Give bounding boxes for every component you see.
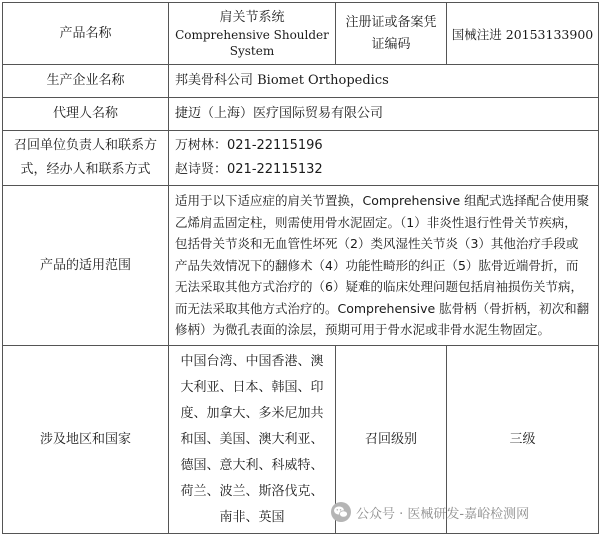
contact-person-2: 赵诗贤：021-22115132 [175, 162, 323, 177]
region-line: 荷兰、波兰、斯洛伐克、 [180, 483, 324, 499]
regions-value [169, 346, 336, 534]
contact-person-1: 万树林：021-22115196 [175, 138, 323, 153]
scope-line: 适用于以下适应症的肩关节置换，Comprehensive 组配式选择配合使用聚 [175, 193, 590, 209]
contact-value [169, 131, 599, 186]
product-name-value [169, 3, 336, 65]
region-line: 中国台湾、中国香港、澳 [180, 353, 324, 369]
region-line: 大利亚、日本、韩国、印 [180, 379, 324, 395]
scope-label: 产品的适用范围 [3, 186, 169, 346]
scope-row [3, 186, 599, 346]
wechat-icon [330, 501, 352, 523]
scope-line: 修柄）为微孔表面的涂层，预期可用于骨水泥或非骨水泥生物固定。 [175, 322, 551, 338]
watermark-text: 公众号 · 医械研发-嘉峪检测网 [356, 506, 530, 522]
scope-description [169, 186, 599, 346]
region-line: 德国、意大利、科威特、 [180, 457, 324, 473]
contact-row [3, 131, 599, 186]
wechat-watermark [330, 497, 596, 527]
recall-level-label: 召回级别 [336, 346, 447, 534]
recall-info-table [2, 2, 599, 534]
scope-line: 产品失效情况下的翻修术（4）功能性畸形的纠正（5）肱骨近端骨折，而 [175, 257, 579, 273]
manufacturer-row [3, 65, 599, 98]
product-name-row [3, 3, 599, 65]
region-line: 南非、英国 [219, 509, 285, 525]
region-line: 和国、美国、澳大利亚、 [180, 431, 324, 447]
registration-code-label: 注册证或备案凭证编码 [336, 3, 447, 65]
recall-level-value: 三级 [447, 346, 599, 534]
registration-code-value: 国械注进 20153133900 [447, 3, 599, 65]
scope-line: 乙烯肩盂固定柱，则需使用骨水泥固定。（1）非炎性退行性骨关节疾病， [175, 214, 577, 230]
manufacturer-value: 邦美骨科公司 Biomet Orthopedics [169, 65, 599, 98]
region-line: 度、加拿大、多米尼加共 [180, 405, 324, 421]
scope-line: 包括骨关节炎和无血管性坏死（2）类风湿性关节炎（3）其他治疗手段或 [175, 236, 579, 252]
product-name-cn: 肩关节系统 [219, 9, 285, 25]
agent-label: 代理人名称 [3, 98, 169, 131]
scope-line: 无法采取其他方式治疗的（6）疑难的临床处理问题包括肩袖损伤关节病， [175, 279, 583, 295]
regions-label: 涉及地区和国家 [3, 346, 169, 534]
manufacturer-label: 生产企业名称 [3, 65, 169, 98]
contact-label: 召回单位负责人和联系方式，经办人和联系方式 [3, 131, 169, 186]
agent-value: 捷迈（上海）医疗国际贸易有限公司 [169, 98, 599, 131]
agent-row [3, 98, 599, 131]
scope-line: 而无法采取其他方式治疗的。Comprehensive 肱骨柄（骨折柄，初次和翻 [175, 300, 590, 316]
product-name-en: Comprehensive Shoulder System [175, 27, 329, 58]
product-name-label: 产品名称 [3, 3, 169, 65]
